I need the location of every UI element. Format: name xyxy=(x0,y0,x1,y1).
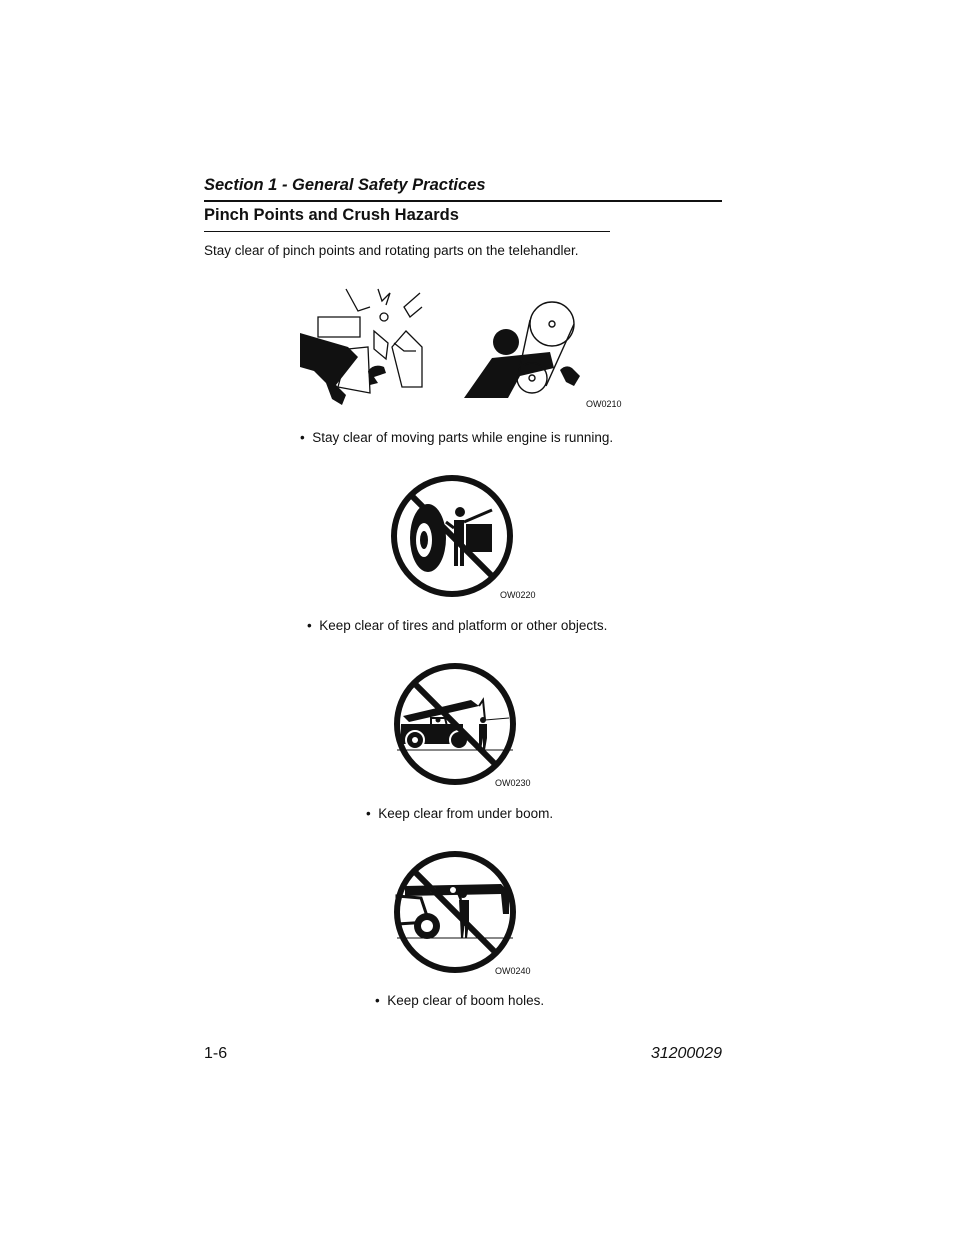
figure-code: OW0230 xyxy=(495,778,531,788)
bullet-boom-holes: • Keep clear of boom holes. xyxy=(375,993,545,1008)
intro-text: Stay clear of pinch points and rotating parts on the telehandler. xyxy=(204,243,579,258)
section-title: Section 1 - General Safety Practices xyxy=(204,176,486,194)
fan-hand-hazard-icon xyxy=(298,287,428,409)
bullet-tires: • Keep clear of tires and platform or other objects. xyxy=(307,618,608,633)
subsection-rule xyxy=(204,231,610,232)
belt-hand-hazard-icon xyxy=(462,296,590,400)
document-number: 31200029 xyxy=(650,1045,722,1062)
figure-code: OW0220 xyxy=(500,590,536,600)
section-rule xyxy=(204,200,722,202)
bullet-moving-parts: • Stay clear of moving parts while engine is running. xyxy=(300,430,614,445)
subsection-title: Pinch Points and Crush Hazards xyxy=(204,206,459,224)
page-number: 1-6 xyxy=(204,1045,228,1062)
figure-code: OW0210 xyxy=(586,399,622,409)
bullet-text: Keep clear from under boom. xyxy=(378,806,554,821)
figure-code: OW0240 xyxy=(495,966,531,976)
bullet-text: Keep clear of tires and platform or other objects. xyxy=(319,618,608,633)
bullet-under-boom: • Keep clear from under boom. xyxy=(366,806,554,821)
under-boom-prohibition-icon xyxy=(391,660,519,788)
tire-crush-prohibition-icon xyxy=(388,472,516,600)
boom-hole-prohibition-icon xyxy=(391,848,519,976)
bullet-text: Keep clear of boom holes. xyxy=(387,993,545,1008)
bullet-text: Stay clear of moving parts while engine is running. xyxy=(312,430,614,445)
